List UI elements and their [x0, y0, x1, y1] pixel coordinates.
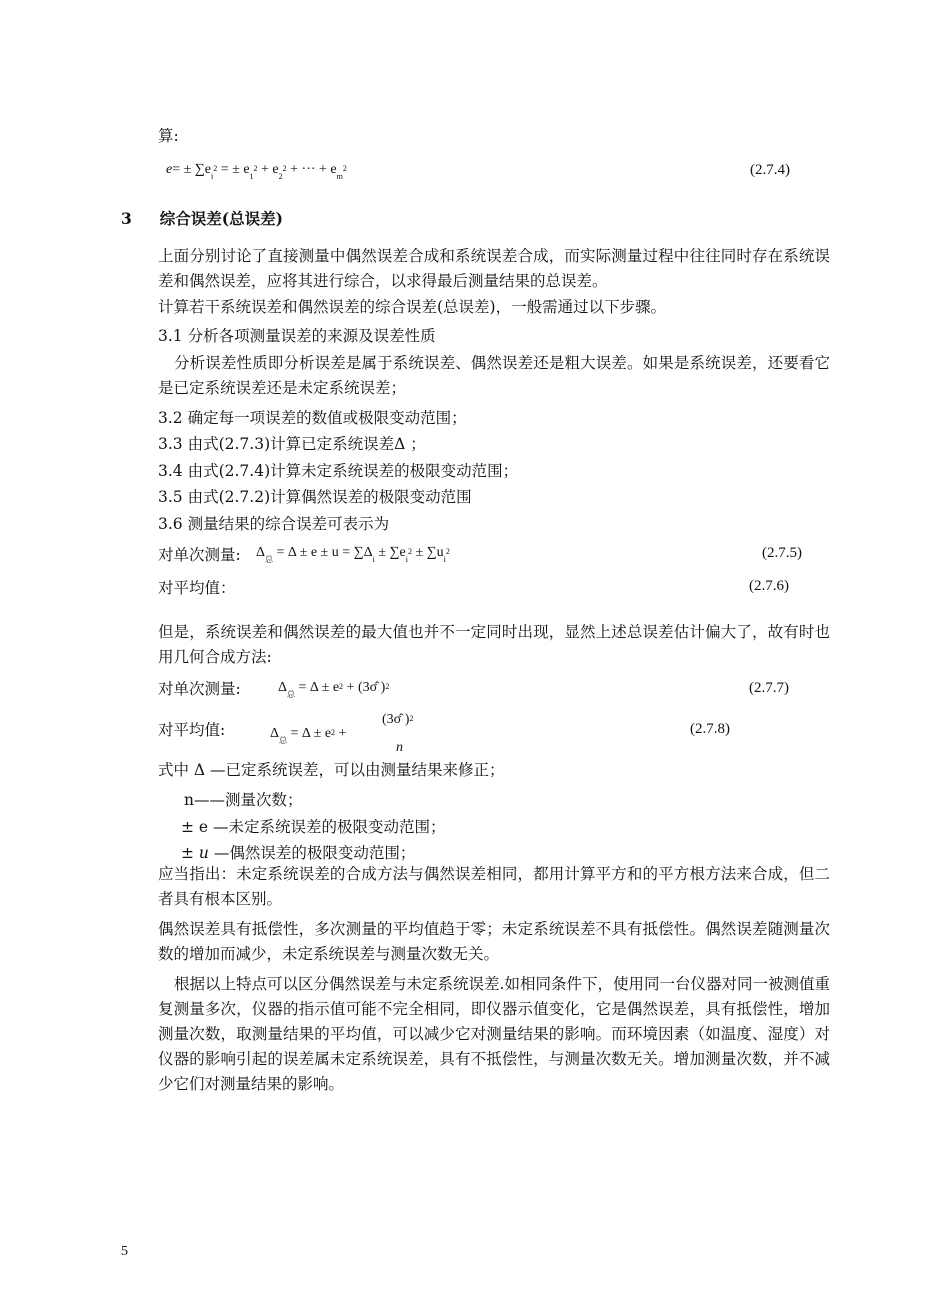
paragraph-3 — [158, 351, 830, 401]
eq-sup: 2 — [253, 164, 258, 173]
def-u-text: —偶然误差的极限变动范围； — [208, 844, 416, 862]
eq-expr: = Δ ± e ± u = ∑Δ — [273, 545, 373, 560]
eq-sub: m — [336, 172, 343, 181]
eq-sup: 2 — [385, 682, 390, 691]
definition-e: ± e —未定系统误差的极限变动范围； — [181, 818, 446, 836]
step-3-3: 3.3 由式(2.7.3)计算已定系统误差Δ ； — [158, 435, 426, 453]
eq-expr: = ± e — [217, 162, 250, 177]
equation-number-2-7-5: (2.7.5) — [762, 545, 802, 561]
step-3-5: 3.5 由式(2.7.2)计算偶然误差的极限变动范围 — [158, 488, 472, 506]
paragraph-5 — [158, 862, 830, 912]
equation-2-7-8-numerator — [382, 712, 413, 728]
eq-sub: i — [372, 555, 375, 564]
paragraph-text: 偶然误差具有抵偿性，多次测量的平均值趋于零；未定系统误差不具有抵偿性。偶然误差随测量次数的增加而减少，未定系统误差与测量次数无关。 — [158, 920, 830, 963]
paragraph-6 — [158, 917, 830, 967]
definition-u — [181, 843, 853, 863]
eq-sub: 总 — [287, 690, 296, 699]
equation-number-2-7-6: (2.7.6) — [749, 578, 789, 594]
paragraph-text: 分析误差性质即分析误差是属于系统误差、偶然误差还是粗大误差。如果是系统误差，还要看它是已定系统误差还是未定系统误差； — [158, 354, 830, 397]
paragraph-7 — [158, 972, 830, 1097]
step-3-6: 3.6 测量结果的综合误差可表示为 — [158, 515, 390, 533]
paragraph-2: 计算若干系统误差和偶然误差的综合误差(总误差)，一般需通过以下步骤。 — [158, 298, 667, 316]
eq-sup: 2 — [407, 547, 412, 556]
eq-delta: Δ — [256, 545, 266, 560]
equation-2-7-8 — [270, 726, 347, 745]
eq-var-e: e — [166, 162, 173, 177]
section-heading — [121, 207, 283, 229]
section-title: 综合误差(总误差) — [159, 209, 283, 228]
eq-sup: 2 — [445, 547, 450, 556]
equation-number-2-7-4: (2.7.4) — [750, 162, 790, 178]
average-label: 对平均值： — [158, 579, 236, 597]
eq-numerator: (3σ̂ ) — [382, 712, 410, 727]
eq-expr: = Δ ± e — [287, 726, 332, 741]
step-3-1: 3.1 分析各项测量误差的来源及误差性质 — [158, 327, 436, 345]
average-label-2: 对平均值: — [158, 721, 226, 739]
step-3-2: 3.2 确定每一项误差的数值或极限变动范围； — [158, 409, 467, 427]
eq-sub: 2 — [278, 172, 283, 181]
def-u-var: u — [198, 844, 209, 862]
eq-expr: + — [335, 726, 347, 741]
intro-suan: 算: — [158, 127, 179, 145]
equation-number-2-7-8: (2.7.8) — [690, 721, 730, 737]
eq-delta: Δ — [278, 680, 288, 695]
eq-sub: i — [443, 555, 446, 564]
definition-n: n——测量次数； — [184, 791, 303, 809]
step-3-4: 3.4 由式(2.7.4)计算未定系统误差的极限变动范围； — [158, 462, 519, 480]
eq-expr: = ± ∑e — [172, 162, 211, 177]
paragraph-text: 上面分别讨论了直接测量中偶然误差合成和系统误差合成，而实际测量过程中往往同时存在系统误差和偶然误差，应将其进行综合，以求得最后测量结果的总误差。 — [158, 247, 830, 290]
paragraph-text: 应当指出：未定系统误差的合成方法与偶然误差相同，都用计算平方和的平方根方法来合成，但二者具有根本区别。 — [158, 865, 830, 908]
paragraph-1 — [158, 244, 830, 294]
eq-expr: ± ∑e — [374, 545, 406, 560]
eq-sup: 2 — [409, 714, 414, 723]
eq-sub: 总 — [279, 736, 288, 745]
eq-sub: 总 — [265, 555, 274, 564]
paragraph-text: 根据以上特点可以区分偶然误差与未定系统误差.如相同条件下，使用同一台仪器对同一被测值重复测量多次，仪器的指示值可能不完全相同，即仪器示值变化，它是偶然误差，具有抵偿性，增加测量次数，取测量结果的平均值，可以减少它对测量结果的影响。而环境因素（如温度、湿度）对仪器的影响引起的误差属未定系统误差，具有不抵偿性，与测量次数无关。增加测量次数，并不减少它们对测量结果的影响。 — [158, 975, 830, 1093]
equation-2-7-4 — [166, 162, 347, 181]
paragraph-text: 但是，系统误差和偶然误差的最大值也并不一定同时出现，显然上述总误差估计偏大了，故有时也用几何合成方法: — [158, 623, 830, 666]
section-number: 3 — [121, 209, 132, 228]
eq-sup: 2 — [282, 164, 287, 173]
single-measure-label-2: 对单次测量: — [158, 680, 241, 698]
equation-number-2-7-7: (2.7.7) — [749, 680, 789, 696]
page-number: 5 — [121, 1244, 128, 1259]
def-u-prefix: ± — [181, 844, 199, 862]
equation-2-7-8-denominator — [396, 740, 403, 756]
eq-sup: 2 — [342, 164, 347, 173]
eq-expr: ± ∑u — [411, 545, 444, 560]
eq-delta: Δ — [270, 726, 280, 741]
eq-sup: 2 — [331, 728, 336, 737]
eq-expr: + ··· + e — [286, 162, 337, 177]
eq-denominator: n — [396, 740, 403, 755]
eq-sup: 2 — [339, 682, 344, 691]
eq-expr: + (3σ̂ ) — [343, 680, 386, 695]
paragraph-4 — [158, 620, 830, 670]
eq-sup: 2 — [213, 164, 218, 173]
definition-delta: 式中 Δ —已定系统误差，可以由测量结果来修正； — [158, 761, 505, 779]
eq-sub: i — [211, 172, 214, 181]
eq-expr: + e — [257, 162, 279, 177]
eq-sub: 1 — [249, 172, 254, 181]
eq-expr: = Δ ± e — [295, 680, 340, 695]
equation-2-7-5 — [256, 545, 450, 564]
eq-sub: i — [405, 555, 408, 564]
equation-2-7-7 — [278, 680, 390, 699]
single-measure-label: 对单次测量: — [158, 546, 241, 564]
